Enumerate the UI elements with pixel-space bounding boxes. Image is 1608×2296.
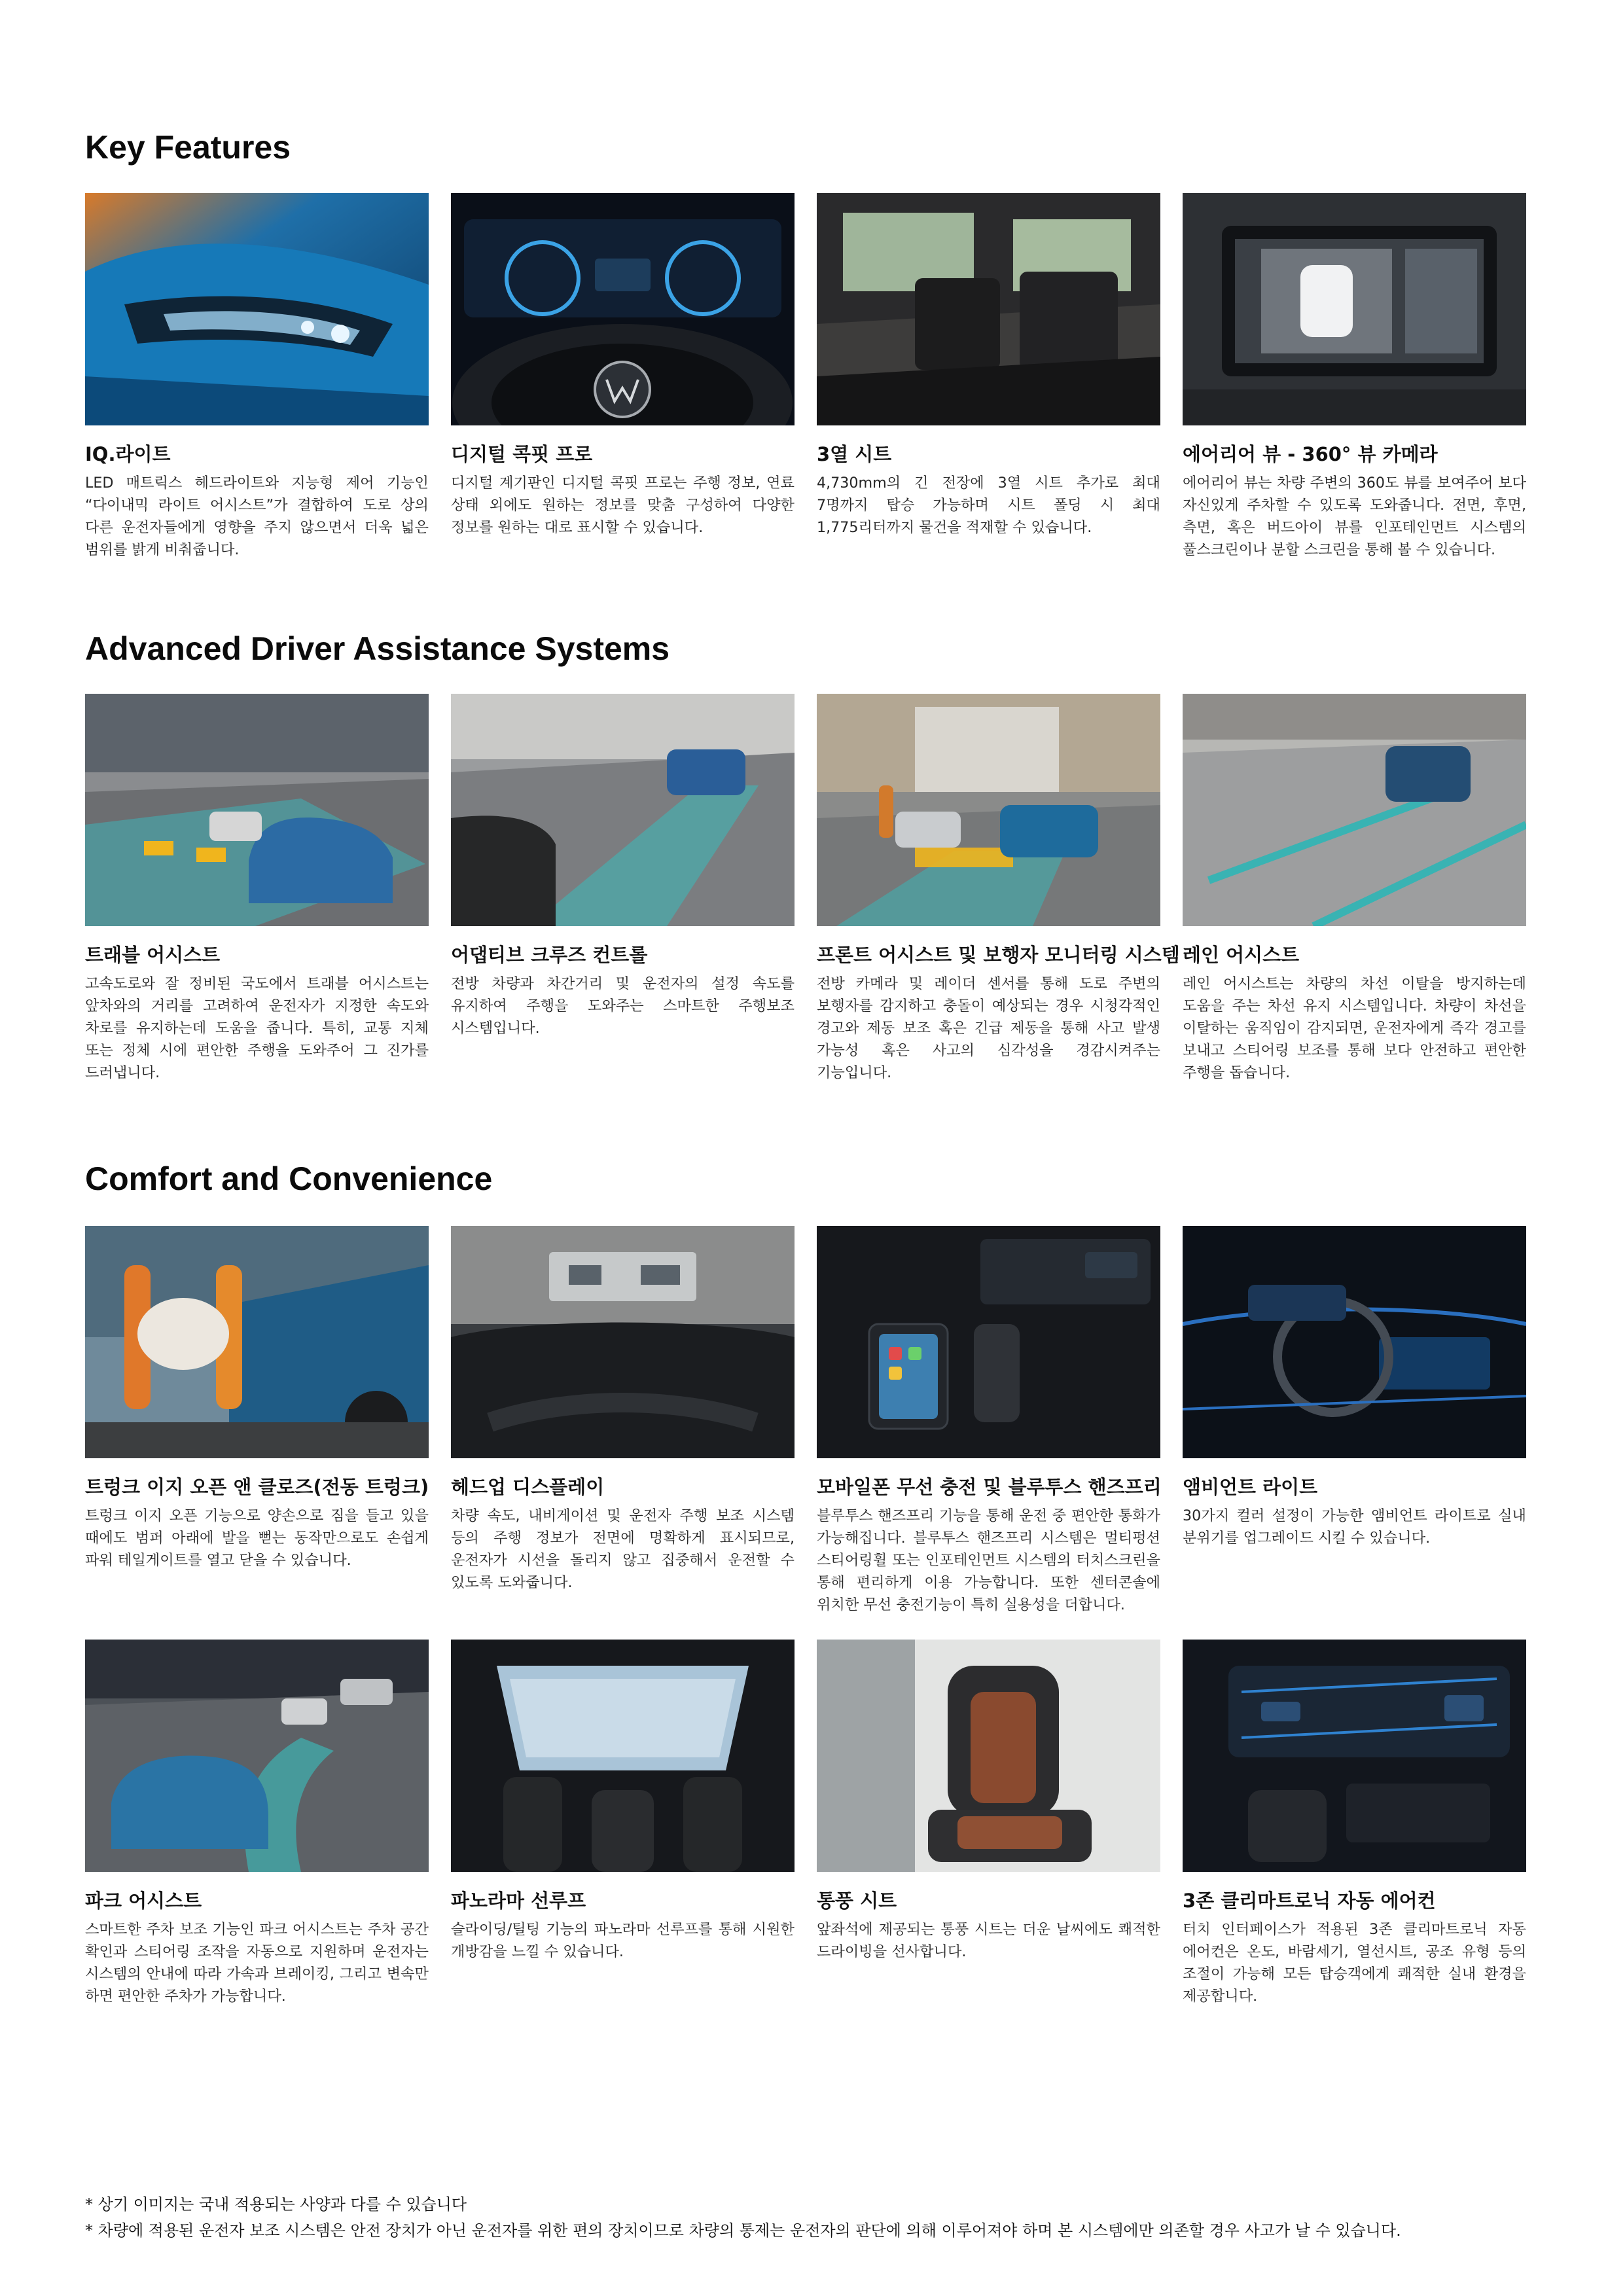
feature-card-ambient-light — [1183, 1226, 1526, 1549]
feature-description: 슬라이딩/틸팅 기능의 파노라마 선루프를 통해 시원한 개방감을 느낄 수 있습니다. — [451, 1921, 795, 1960]
feature-title: 파크 어시스트 — [85, 1890, 202, 1912]
feature-title: 3존 클리마트로닉 자동 에어컨 — [1183, 1890, 1436, 1912]
feature-card-third-row-seat — [817, 193, 1160, 539]
feature-description: 차량 속도, 내비게이션 및 운전자 주행 보조 시스템 등의 주행 정보가 전면에 명확하게 표시되므로, 운전자가 시선을 돌리지 않고 집중해서 운전할 수 있도록 도와줍니다. — [451, 1507, 795, 1591]
section-title-adas: Advanced Driver Assistance Systems — [85, 630, 670, 667]
section-title-key-features: Key Features — [85, 129, 291, 166]
feature-card-climatronic — [1183, 1640, 1526, 2007]
feature-title: 통풍 시트 — [817, 1890, 897, 1912]
feature-card-travel-assist — [85, 694, 429, 1084]
feature-description: 에어리어 뷰는 차량 주변의 360도 뷰를 보여주어 보다 자신있게 주차할 수 있도록 도와줍니다. 전면, 후면, 측면, 혹은 버드아이 뷰를 인포테인먼트 시스템의 풀스크린이나 분할 스크린을 통해 볼 수 있습니다. — [1183, 475, 1526, 558]
park-assist-photo — [85, 1640, 429, 1872]
feature-description: 고속도로와 잘 정비된 국도에서 트래블 어시스트는 앞차와의 거리를 고려하여 운전자가 지정한 속도와 차로를 유지하는데 도움을 줍니다. 특히, 교통 지체 또는 정체 시에 편안한 주행을 도와주어 그 진가를 드러냅니다. — [85, 975, 429, 1081]
footnote: * 상기 이미지는 국내 적용되는 사양과 다를 수 있습니다 — [85, 2195, 467, 2214]
feature-description: LED 매트릭스 헤드라이트와 지능형 제어 기능인 “다이내믹 라이트 어시스트”가 결합하여 도로 상의 다른 운전자들에게 영향을 주지 않으면서 더욱 넓은 범위를 밝게 비춰줍니다. — [85, 475, 429, 558]
travel-assist-photo — [85, 694, 429, 926]
digital-cockpit-photo — [451, 193, 795, 425]
feature-title: 에어리어 뷰 - 360° 뷰 카메라 — [1183, 443, 1438, 465]
feature-title: 앰비언트 라이트 — [1183, 1476, 1318, 1498]
feature-description: 트렁크 이지 오픈 기능으로 양손으로 짐을 들고 있을 때에도 범퍼 아래에 발을 뻗는 동작만으로도 손쉽게 파워 테일게이트를 열고 닫을 수 있습니다. — [85, 1507, 429, 1569]
feature-card-wireless-charging — [817, 1226, 1160, 1616]
ambient-light-photo — [1183, 1226, 1526, 1458]
feature-title: 레인 어시스트 — [1183, 944, 1300, 966]
feature-card-adaptive-cruise — [451, 694, 795, 1039]
feature-title: 3열 시트 — [817, 443, 892, 465]
easy-open-trunk-photo — [85, 1226, 429, 1458]
feature-description: 전방 차량과 차간거리 및 운전자의 설정 속도를 유지하여 주행을 도와주는 스마트한 주행보조 시스템입니다. — [451, 975, 795, 1037]
feature-card-front-assist — [817, 694, 1180, 1084]
wireless-charging-photo — [817, 1226, 1160, 1458]
feature-title: 헤드업 디스플레이 — [451, 1476, 605, 1498]
feature-card-panorama-sunroof — [451, 1640, 795, 1963]
feature-description: 레인 어시스트는 차량의 차선 이탈을 방지하는데 도움을 주는 차선 유지 시스템입니다. 차량이 차선을 이탈하는 움직임이 감지되면, 운전자에게 즉각 경고를 보내고 스티어링 보조를 통해 보다 안전하고 편안한 주행을 돕습니다. — [1183, 975, 1526, 1081]
footnote: * 차량에 적용된 운전자 보조 시스템은 안전 장치가 아닌 운전자를 위한 편의 장치이므로 차량의 통제는 운전자의 판단에 의해 이루어져야 하며 본 시스템에만 의존할 경우 사고가 날 수 있습니다. — [85, 2221, 1401, 2240]
adaptive-cruise-photo — [451, 694, 795, 926]
third-row-seat-photo — [817, 193, 1160, 425]
feature-description: 터치 인터페이스가 적용된 3존 클리마트로닉 자동 에어컨은 온도, 바람세기, 열선시트, 공조 유형 등의 조절이 가능해 모든 탑승객에게 쾌적한 실내 환경을 제공합니다. — [1183, 1921, 1526, 2005]
feature-description: 디지털 계기판인 디지털 콕핏 프로는 주행 정보, 연료 상태 외에도 원하는 정보를 맞춤 구성하여 다양한 정보를 원하는 대로 표시할 수 있습니다. — [451, 475, 795, 536]
feature-description: 블루투스 핸즈프리 기능을 통해 운전 중 편안한 통화가 가능해집니다. 블루투스 핸즈프리 시스템은 멀티펑션 스티어링휠 또는 인포테인먼트 시스템의 터치스크린을 통해 편리하게 이용 가능합니다. 또한 센터콘솔에 위치한 무선 충전기능이 특히 실용성을 더합니다. — [817, 1507, 1160, 1613]
feature-card-area-view — [1183, 193, 1526, 561]
feature-card-lane-assist — [1183, 694, 1526, 1084]
footnotes — [85, 2191, 1401, 2244]
lane-assist-photo — [1183, 694, 1526, 926]
feature-description: 4,730mm의 긴 전장에 3열 시트 추가로 최대 7명까지 탑승 가능하며 시트 폴딩 시 최대 1,775리터까지 물건을 적재할 수 있습니다. — [817, 475, 1160, 536]
feature-card-digital-cockpit — [451, 193, 795, 539]
feature-title: 모바일폰 무선 충전 및 블루투스 핸즈프리 — [817, 1476, 1162, 1498]
climatronic-photo — [1183, 1640, 1526, 1872]
feature-card-easy-open — [85, 1226, 429, 1571]
feature-description: 전방 카메라 및 레이더 센서를 통해 도로 주변의 보행자를 감지하고 충돌이 예상되는 경우 시청각적인 경고와 제동 보조 혹은 긴급 제동을 통해 사고 발생 가능성 혹은 사고의 심각성을 경감시켜주는 기능입니다. — [817, 975, 1160, 1081]
feature-description: 앞좌석에 제공되는 통풍 시트는 더운 날씨에도 쾌적한 드라이빙을 선사합니다. — [817, 1921, 1160, 1960]
feature-title: 트렁크 이지 오픈 앤 클로즈(전동 트렁크) — [85, 1476, 429, 1498]
feature-card-park-assist — [85, 1640, 429, 2007]
head-up-display-photo — [451, 1226, 795, 1458]
area-view-camera-photo — [1183, 193, 1526, 425]
headlight-photo — [85, 193, 429, 425]
section-title-comfort: Comfort and Convenience — [85, 1160, 493, 1197]
front-assist-photo — [817, 694, 1160, 926]
feature-description: 30가지 컬러 설정이 가능한 앰비언트 라이트로 실내 분위기를 업그레이드 시킬 수 있습니다. — [1183, 1507, 1526, 1547]
feature-description: 스마트한 주차 보조 기능인 파크 어시스트는 주차 공간 확인과 스티어링 조작을 자동으로 지원하며 운전자는 시스템의 안내에 따라 가속과 브레이킹, 그리고 변속만 하면 편안한 주차가 가능합니다. — [85, 1921, 429, 2005]
feature-card-ventilated-seat — [817, 1640, 1160, 1963]
feature-title: 디지털 콕핏 프로 — [451, 443, 593, 465]
feature-title: 프론트 어시스트 및 보행자 모니터링 시스템 — [817, 944, 1180, 966]
ventilated-seat-photo — [817, 1640, 1160, 1872]
feature-card-hud — [451, 1226, 795, 1594]
feature-title: 파노라마 선루프 — [451, 1890, 586, 1912]
feature-title: 트래블 어시스트 — [85, 944, 221, 966]
feature-card-iq-light — [85, 193, 429, 561]
feature-title: IQ.라이트 — [85, 443, 171, 465]
feature-title: 어댑티브 크루즈 컨트롤 — [451, 944, 648, 966]
panorama-sunroof-photo — [451, 1640, 795, 1872]
